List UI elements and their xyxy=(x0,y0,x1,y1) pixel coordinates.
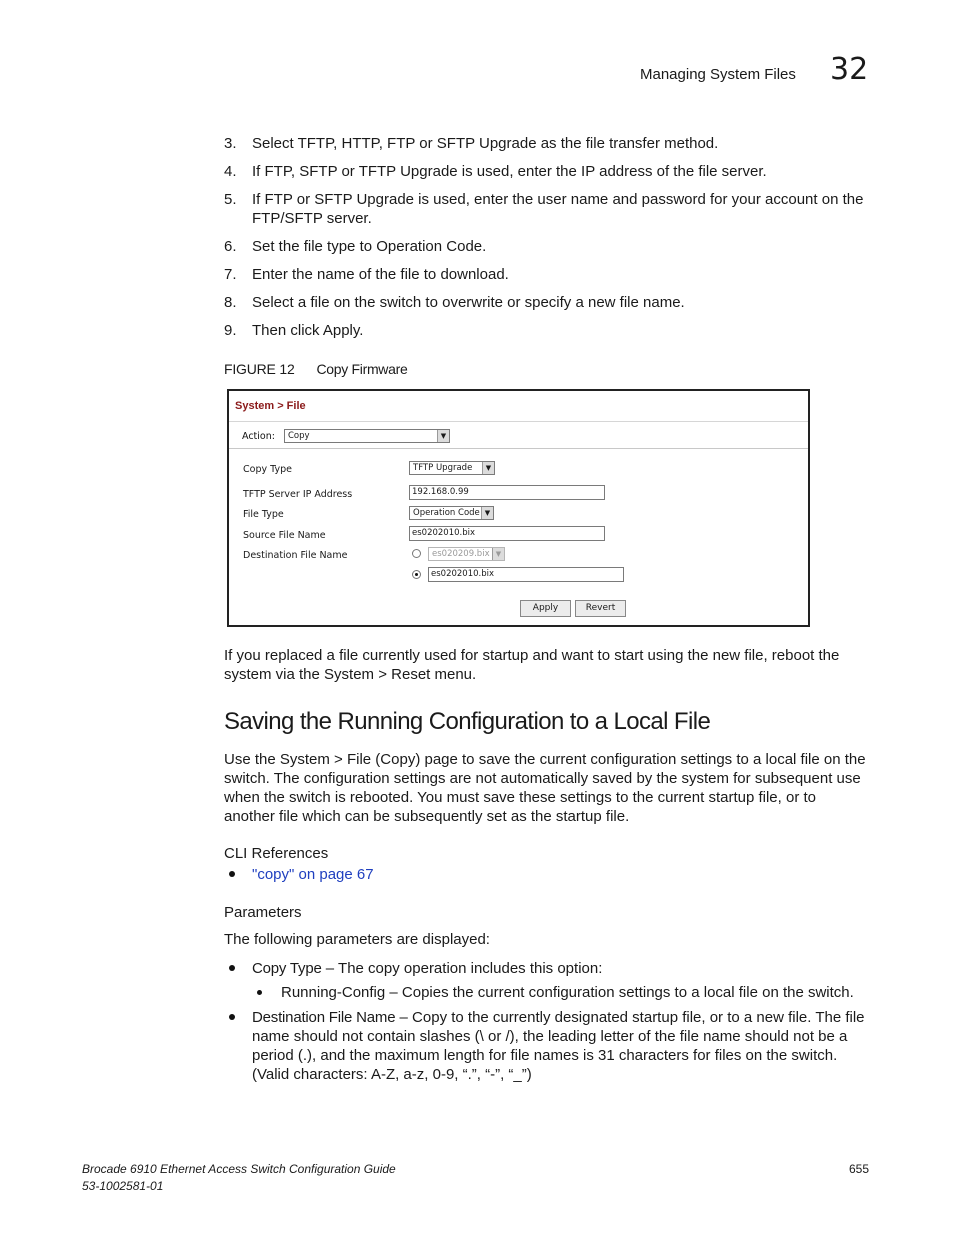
file-type-value: Operation Code xyxy=(413,508,480,518)
chapter-number: 32 xyxy=(830,52,869,87)
after-figure-paragraph: If you replaced a file currently used for startup and want to start using the new file, reboot the system via the System > Reset menu. xyxy=(224,647,840,683)
source-file-value: es0202010.bix xyxy=(412,528,476,538)
step-text: Select TFTP, HTTP, FTP or SFTP Upgrade as the file transfer method. xyxy=(252,135,719,152)
server-ip-label: TFTP Server IP Address xyxy=(243,489,353,500)
parameter-item xyxy=(252,1008,870,1084)
destination-new-radio[interactable] xyxy=(412,570,421,579)
running-header-title: Managing System Files xyxy=(640,66,796,83)
step-number: 4. xyxy=(224,163,237,180)
bullet-icon xyxy=(229,1014,235,1020)
cli-references-heading: CLI References xyxy=(224,845,329,862)
step-item xyxy=(224,162,864,181)
footer-doc-number: 53-1002581-01 xyxy=(82,1179,164,1193)
step-item xyxy=(224,190,864,228)
step-item xyxy=(224,134,864,153)
step-text: Select a file on the switch to overwrite or specify a new file name. xyxy=(252,294,685,311)
step-number: 9. xyxy=(224,322,237,339)
server-ip-value: 192.168.0.99 xyxy=(412,487,469,497)
parameter-description: – Copy to the currently designated startup file, or to a new file. The file name should not contain slashes (\ or /), the leading letter of the file name should not be a period (.), and the maximum length for file names is 31 characters for files on the switch. (Valid characters: A-Z, a-z, 0-9, “.”, “-”, “_”) xyxy=(252,1009,865,1083)
parameters-intro: The following parameters are displayed: xyxy=(224,931,490,948)
apply-button[interactable]: Apply xyxy=(520,600,571,617)
bullet-icon xyxy=(229,871,235,877)
server-ip-input[interactable] xyxy=(409,485,605,500)
step-text: Enter the name of the file to download. xyxy=(252,266,509,283)
action-label: Action: xyxy=(242,431,275,442)
chevron-down-icon: ▼ xyxy=(482,462,494,474)
action-select[interactable] xyxy=(284,429,450,443)
section-intro: Use the System > File (Copy) page to save the current configuration settings to a local file on the switch. The configuration settings are not automatically saved by the system for subsequent use when the switch is rebooted. You must save these settings to the current startup file, or to another file which can be subsequently set as the startup file. xyxy=(224,751,866,825)
chevron-down-icon: ▼ xyxy=(481,507,493,519)
copy-type-value: TFTP Upgrade xyxy=(413,463,473,473)
source-file-input[interactable] xyxy=(409,526,605,541)
action-select-value: Copy xyxy=(288,431,310,441)
destination-new-input[interactable] xyxy=(428,567,624,582)
destination-new-value: es0202010.bix xyxy=(431,569,495,579)
step-number: 7. xyxy=(224,266,237,283)
copy-type-select[interactable] xyxy=(409,461,495,475)
step-item xyxy=(224,293,864,312)
chevron-down-icon: ▼ xyxy=(492,548,504,560)
breadcrumb: System > File xyxy=(235,400,306,412)
revert-button[interactable]: Revert xyxy=(575,600,626,617)
sub-bullet-icon xyxy=(257,990,262,995)
panel-header xyxy=(229,391,808,422)
step-item xyxy=(224,265,864,284)
chevron-down-icon: ▼ xyxy=(437,430,449,442)
step-text: Then click Apply. xyxy=(252,322,364,339)
step-item xyxy=(224,237,864,256)
figure-caption xyxy=(224,361,407,377)
copy-firmware-screenshot xyxy=(227,389,810,627)
step-number: 5. xyxy=(224,191,237,208)
parameters-heading: Parameters xyxy=(224,904,302,921)
action-bar xyxy=(229,421,808,449)
parameter-name: Copy Type xyxy=(252,960,322,977)
source-file-label: Source File Name xyxy=(243,530,326,541)
page-number: 655 xyxy=(849,1162,870,1176)
step-number: 8. xyxy=(224,294,237,311)
destination-existing-select[interactable] xyxy=(428,547,505,561)
step-text: Set the file type to Operation Code. xyxy=(252,238,487,255)
figure-title: Copy Firmware xyxy=(316,361,408,377)
copy-type-label: Copy Type xyxy=(243,464,292,475)
footer-doc-title: Brocade 6910 Ethernet Access Switch Configuration Guide xyxy=(82,1162,396,1176)
figure-label: FIGURE 12 xyxy=(224,361,295,377)
bullet-icon xyxy=(229,965,235,971)
step-number: 3. xyxy=(224,135,237,152)
destination-existing-radio[interactable] xyxy=(412,549,421,558)
file-type-select[interactable] xyxy=(409,506,494,520)
step-item xyxy=(224,321,864,340)
section-heading: Saving the Running Configuration to a Local File xyxy=(224,708,711,735)
destination-file-label: Destination File Name xyxy=(243,550,348,561)
parameter-sub-item: Running-Config – Copies the current configuration settings to a local file on the switch. xyxy=(281,984,854,1001)
step-text: If FTP or SFTP Upgrade is used, enter the user name and password for your account on the FTP/SFTP server. xyxy=(252,191,864,227)
destination-existing-value: es020209.bix xyxy=(432,549,490,559)
step-text: If FTP, SFTP or TFTP Upgrade is used, enter the IP address of the file server. xyxy=(252,163,767,180)
parameter-description: – The copy operation includes this option: xyxy=(321,960,603,977)
cli-reference-link[interactable]: "copy" on page 67 xyxy=(252,866,374,883)
parameter-item xyxy=(252,959,870,978)
step-number: 6. xyxy=(224,238,237,255)
parameter-name: Destination File Name xyxy=(252,1009,396,1026)
file-type-label: File Type xyxy=(243,509,284,520)
